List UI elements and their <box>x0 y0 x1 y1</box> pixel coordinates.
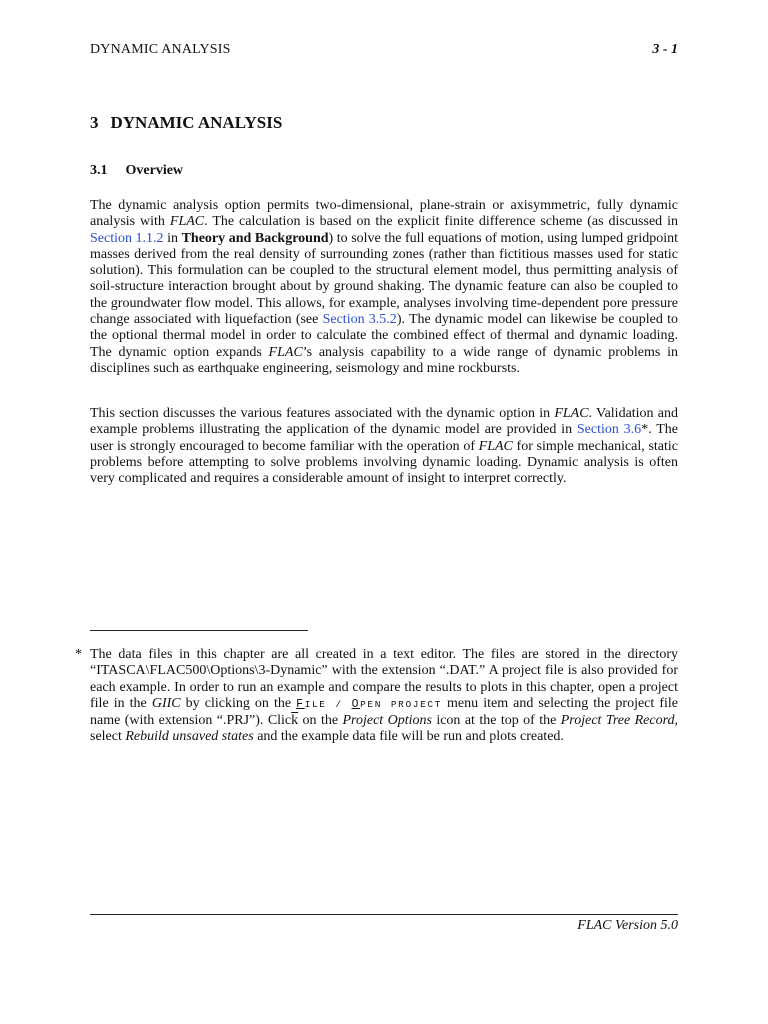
footnote-text <box>90 647 678 746</box>
menu-open-project-label: PEN PROJECT <box>360 698 442 710</box>
text-run: Clic <box>267 713 292 729</box>
text-run: and the example data file will be run and plots created. <box>253 729 564 745</box>
chapter-heading <box>90 113 282 133</box>
menu-file-mnemonic: F <box>296 697 305 711</box>
page-number: 3 - 1 <box>652 42 678 57</box>
footer-rule <box>90 914 678 915</box>
text-run: ) to solve the full equations of motion, using lumped gridpoint masses derived from the real density of surrounding zones (rather than fictitious masses used for static solution). This formulation can be coupled to the structural element model, thus permitting analysis of soil-structure interaction brought about by ground shaking. The dynamic feature can also be coupled to the groundwater flow model. This allows, for example, analyses involving time-dependent pore pressure change associated with liquefaction (see <box>90 230 679 328</box>
link-section-3-5-2[interactable]: Section 3.5.2 <box>322 312 397 328</box>
text-run: $\overline{k}$ <box>291 713 299 729</box>
flac-italic: FLAC <box>169 214 205 230</box>
flac-italic: FLAC <box>268 344 303 360</box>
section-heading <box>90 163 183 179</box>
project-options-italic: Project Options <box>342 713 432 729</box>
giic-italic: GIIC <box>151 695 181 711</box>
section-title: Overview <box>125 163 184 178</box>
flac-italic: FLAC <box>478 438 513 454</box>
theory-and-background-bold: Theory and Background <box>181 230 329 246</box>
overview-paragraph-1 <box>90 198 678 377</box>
chapter-number: 3 <box>90 113 99 132</box>
text-run: , select <box>90 713 679 745</box>
text-run: icon at the top of the <box>431 713 561 729</box>
file-open-project-menu-path <box>296 699 442 710</box>
text-run: on the <box>298 713 343 729</box>
footer-version: FLAC Version 5.0 <box>577 918 678 933</box>
text-run: in <box>163 230 182 246</box>
text-run: The dynamic analysis option permits two-dimensional, plane-strain or axisymmetric, fully dynamic analysis with <box>90 198 678 230</box>
text-run: for simple mechanical, static problems before attempting to solve problems involving dynamic loading. Dynamic analysis is often very complicated and requires a considerable amount of insight to interpret correctly. <box>90 438 678 487</box>
flac-italic: FLAC <box>554 406 589 421</box>
section-number: 3.1 <box>90 163 108 178</box>
menu-open-mnemonic: O <box>351 697 361 711</box>
text-run: This section discusses the various features associated with the dynamic option in <box>90 406 555 421</box>
link-section-1-1-2[interactable]: Section 1.1.2 <box>90 230 164 246</box>
text-run: by clicking on the <box>180 695 297 711</box>
menu-separator: / <box>326 698 352 710</box>
overview-paragraph-2 <box>90 406 678 487</box>
text-run: The data files in this chapter are all created in a text editor. The files are stored in the directory “ITASCA\FLAC500\Options\3-Dynamic” with the extension “.DAT.” A project file is also provided for each example. In order to run an example and compare the results to plots in this chapter, open a project file in the <box>90 647 678 711</box>
text-run: menu item and selecting the project file name (with extension “.PRJ”). <box>90 695 679 729</box>
text-run: . The calculation is based on the explicit finite difference scheme (as discussed in <box>204 214 679 230</box>
rebuild-unsaved-states-italic: Rebuild unsaved states <box>125 729 254 745</box>
project-tree-record-italic: Project Tree Record <box>560 713 675 729</box>
link-section-3-6[interactable]: Section 3.6 <box>576 422 642 438</box>
text-run: . Validation and example problems illustrating the application of the dynamic model are provided in <box>90 406 678 438</box>
text-run: ’s analysis capability to a wide range of dynamic problems in disciplines such as earthquake engineering, seismology and mine rockbursts. <box>90 344 678 376</box>
text-run: ). The dynamic model can likewise be coupled to the optional thermal model in order to calculate the combined effect of thermal and dynamic loading. The dynamic option expands <box>90 312 678 360</box>
menu-file-label: ILE <box>304 698 327 710</box>
footnote-rule <box>90 630 308 631</box>
text-run: *. The user is strongly encouraged to become familiar with the operation of <box>90 422 679 454</box>
footnote-marker: * <box>75 647 82 662</box>
running-header-title: DYNAMIC ANALYSIS <box>90 42 231 57</box>
chapter-title: DYNAMIC ANALYSIS <box>110 113 283 132</box>
